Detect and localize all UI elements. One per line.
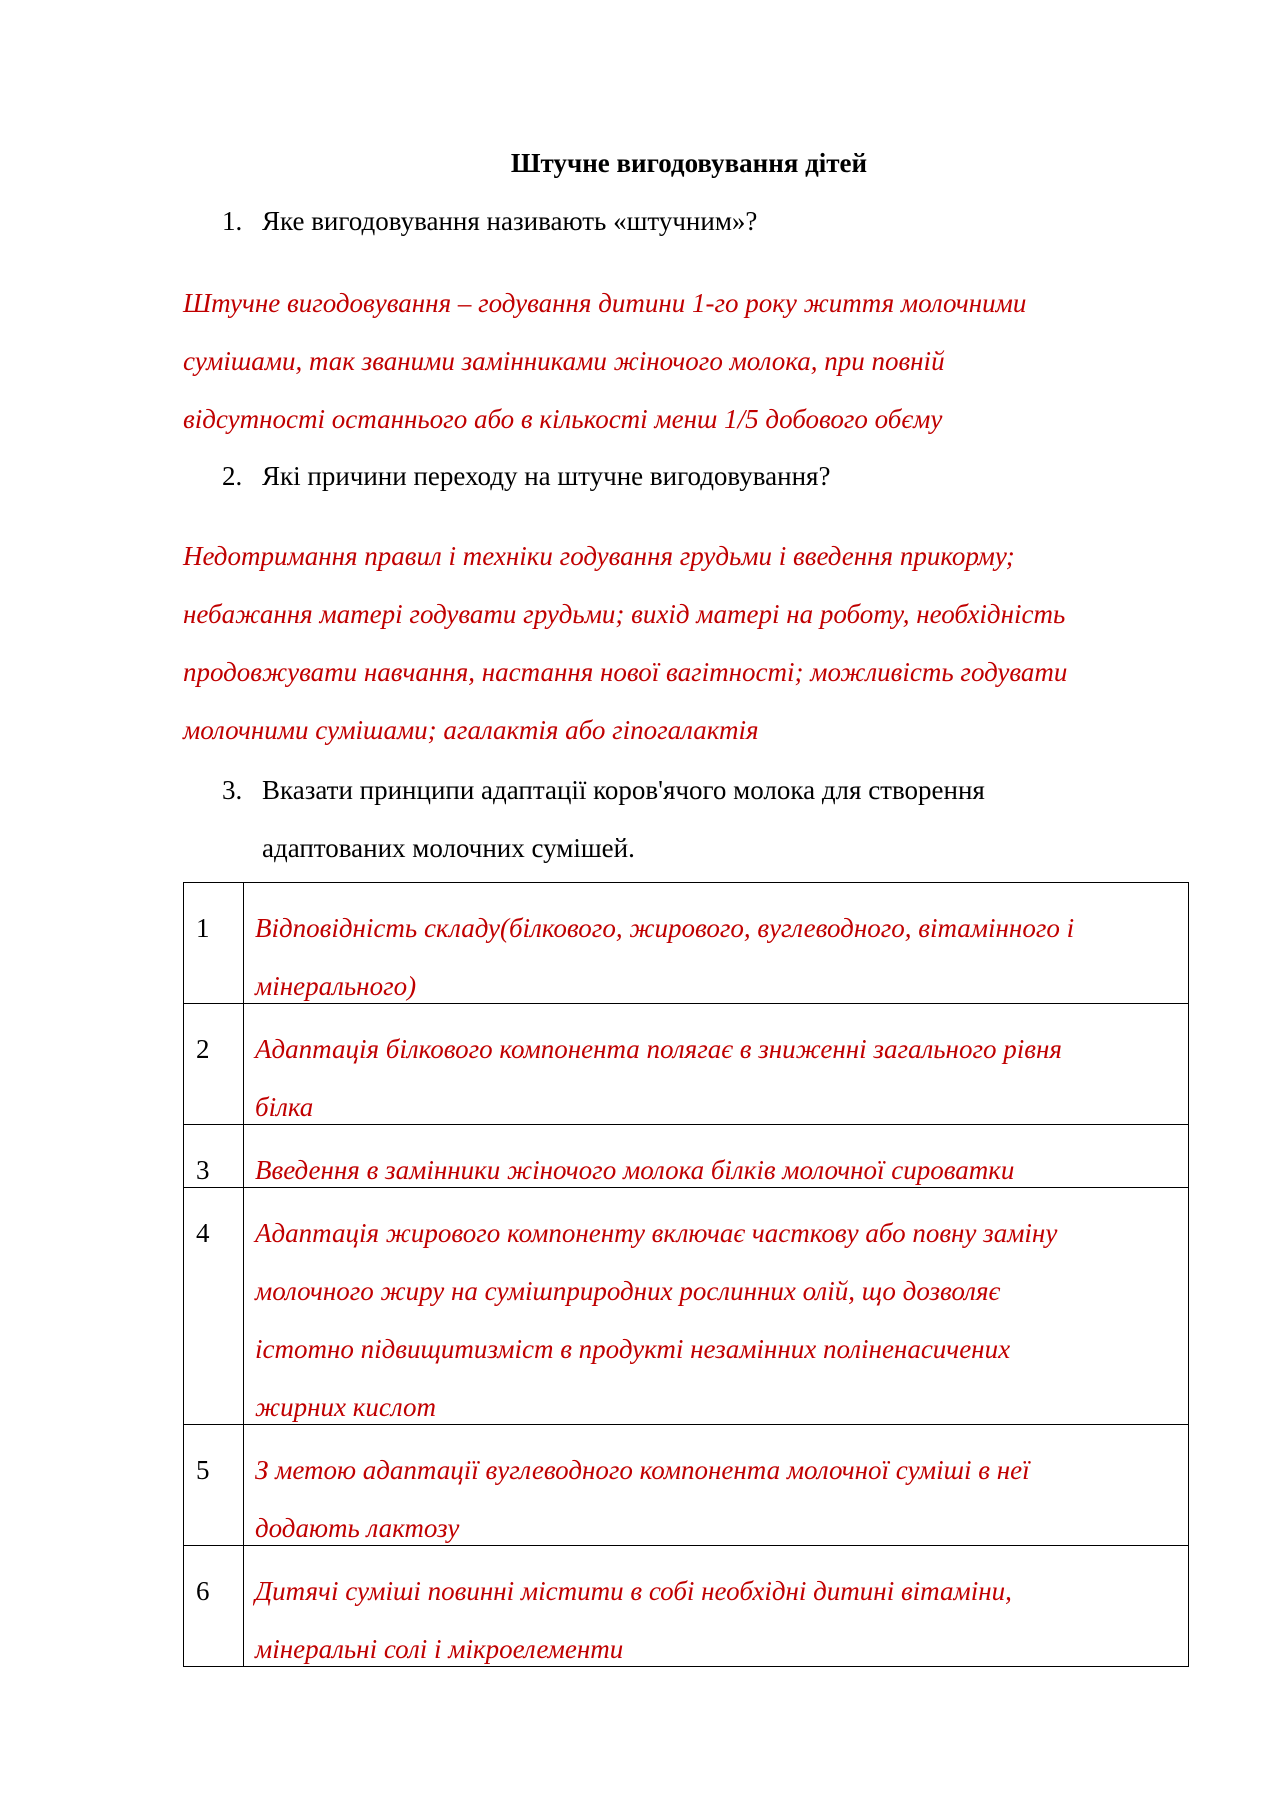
row-text-line: Дитячі суміші повинні містити в собі необхідні дитині вітаміни, <box>255 1576 1012 1606</box>
question-number: 2. <box>222 461 243 491</box>
row-text-line: З метою адаптації вуглеводного компонента молочної суміші в неї <box>255 1455 1030 1485</box>
question-text: Вказати принципи адаптації коров'ячого молока для створення <box>262 775 985 805</box>
row-text <box>244 1004 1189 1125</box>
row-text <box>244 1425 1189 1546</box>
question-text: Яке вигодовування називають «штучним»? <box>262 206 758 236</box>
answer-line: сумішами, так званими замінниками жіночого молока, при повній <box>183 346 945 376</box>
row-number: 2 <box>184 1004 244 1125</box>
answer-line: молочними сумішами; агалактія або гіпогалактія <box>183 715 759 745</box>
row-text <box>244 1188 1189 1425</box>
row-text <box>244 1546 1189 1667</box>
row-number: 1 <box>184 883 244 1004</box>
row-text-line: білка <box>255 1092 314 1122</box>
row-text-line: істотно підвищитизміст в продукті незамінних поліненасичених <box>255 1334 1011 1364</box>
answer-2 <box>183 539 1067 771</box>
question-text: Які причини переходу на штучне вигодовування? <box>262 461 831 491</box>
row-text-line: додають лактозу <box>255 1513 460 1543</box>
row-text-line: Введення в замінники жіночого молока білків молочної сироватки <box>255 1155 1015 1185</box>
table-row <box>184 883 1189 1004</box>
row-text-line: молочного жиру на сумішприродних рослинних олій, що дозволяє <box>255 1276 1001 1306</box>
answer-line: небажання матері годувати грудьми; вихід матері на роботу, необхідність <box>183 599 1066 629</box>
answer-line: Штучне вигодовування – годування дитини 1-го року життя молочними <box>183 288 1027 318</box>
question-1 <box>222 204 757 238</box>
answer-line: відсутності останнього або в кількості менш 1/5 добового обєму <box>183 404 943 434</box>
question-2 <box>222 459 830 493</box>
row-number: 4 <box>184 1188 244 1425</box>
table-row <box>184 1188 1189 1425</box>
row-text <box>244 883 1189 1004</box>
row-text-line: мінеральні солі і мікроелементи <box>255 1634 624 1664</box>
principles-table <box>183 882 1189 1667</box>
question-text-continued: адаптованих молочних сумішей. <box>262 833 635 863</box>
table-row <box>184 1004 1189 1125</box>
row-text <box>244 1125 1189 1188</box>
answer-line: Недотримання правил і техніки годування грудьми і введення прикорму; <box>183 541 1015 571</box>
row-number: 5 <box>184 1425 244 1546</box>
page-title: Штучне вигодовування дітей <box>510 148 868 178</box>
row-text-line: Адаптація білкового компонента полягає в зниженні загального рівня <box>255 1034 1062 1064</box>
question-number: 3. <box>222 775 243 805</box>
table-row <box>184 1425 1189 1546</box>
row-text-line: Відповідність складу(білкового, жирового, вуглеводного, вітамінного і <box>255 913 1075 943</box>
row-number: 3 <box>184 1125 244 1188</box>
table-row <box>184 1546 1189 1667</box>
question-3 <box>222 773 985 863</box>
answer-1 <box>183 286 1026 460</box>
row-text-line: жирних кислот <box>255 1392 436 1422</box>
answer-line: продовжувати навчання, настання нової вагітності; можливість годувати <box>183 657 1068 687</box>
table-row <box>184 1125 1189 1188</box>
row-text-line: мінерального) <box>255 971 417 1001</box>
question-number: 1. <box>222 206 243 236</box>
row-text-line: Адаптація жирового компоненту включає часткову або повну заміну <box>255 1218 1058 1248</box>
row-number: 6 <box>184 1546 244 1667</box>
